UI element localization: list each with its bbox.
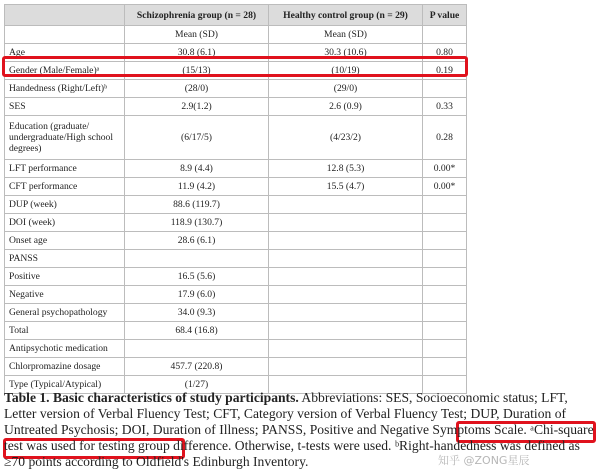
- header-schizophrenia: Schizophrenia group (n = 28): [125, 5, 269, 26]
- row-label: Age: [5, 44, 125, 62]
- row-label: Total: [5, 322, 125, 340]
- table-row: [5, 116, 467, 160]
- row-hc: [269, 304, 423, 322]
- row-label: Chlorpromazine dosage: [5, 358, 125, 376]
- table-row: [5, 340, 467, 358]
- row-p: [423, 286, 467, 304]
- row-sz: 88.6 (119.7): [125, 196, 269, 214]
- table-row: [5, 250, 467, 268]
- row-hc: [269, 268, 423, 286]
- row-sz: [125, 250, 269, 268]
- row-hc: [269, 232, 423, 250]
- row-hc: (4/23/2): [269, 116, 423, 160]
- row-sz: (15/13): [125, 62, 269, 80]
- caption-title: Table 1. Basic characteristics of study participants.: [4, 390, 299, 405]
- table-row: [5, 98, 467, 116]
- row-p: [423, 196, 467, 214]
- row-label: DUP (week): [5, 196, 125, 214]
- table-header-row: [5, 5, 467, 26]
- table-row: [5, 160, 467, 178]
- row-hc: [269, 250, 423, 268]
- header-col0: [5, 5, 125, 26]
- table-subheader-row: [5, 26, 467, 44]
- row-hc: (10/19): [269, 62, 423, 80]
- row-hc: [269, 214, 423, 232]
- row-label: Handedness (Right/Left)ᵇ: [5, 80, 125, 98]
- row-sz: (28/0): [125, 80, 269, 98]
- watermark: 知乎 @ZONG星辰: [438, 454, 530, 467]
- row-sz: 16.5 (5.6): [125, 268, 269, 286]
- row-hc: 15.5 (4.7): [269, 178, 423, 196]
- row-hc: [269, 358, 423, 376]
- row-p: [423, 214, 467, 232]
- row-label: Type (Typical/Atypical): [5, 376, 125, 394]
- row-label: DOI (week): [5, 214, 125, 232]
- row-sz: 11.9 (4.2): [125, 178, 269, 196]
- caption-footnote: Otherwise, t-tests were used. ᵇRight-handedness was defined as ≥70 points according to Oldfield's Edinburgh Inventory.: [4, 438, 580, 469]
- caption-chi-square: ᵃChi-square test was: [4, 422, 594, 453]
- row-p: [423, 250, 467, 268]
- table-row: [5, 178, 467, 196]
- caption-group-difference: used for testing group difference.: [50, 438, 232, 453]
- header-p-value: P value: [423, 5, 467, 26]
- table-row: [5, 304, 467, 322]
- table-row: [5, 232, 467, 250]
- row-sz: 118.9 (130.7): [125, 214, 269, 232]
- table-row: [5, 286, 467, 304]
- row-sz: 8.9 (4.4): [125, 160, 269, 178]
- row-label: SES: [5, 98, 125, 116]
- row-label: Antipsychotic medication: [5, 340, 125, 358]
- row-p: 0.19: [423, 62, 467, 80]
- row-sz: (6/17/5): [125, 116, 269, 160]
- row-sz: 34.0 (9.3): [125, 304, 269, 322]
- row-hc: 30.3 (10.6): [269, 44, 423, 62]
- header-healthy-control: Healthy control group (n = 29): [269, 5, 423, 26]
- row-sz: 17.9 (6.0): [125, 286, 269, 304]
- table-row: [5, 196, 467, 214]
- row-p: 0.28: [423, 116, 467, 160]
- row-p: 0.80: [423, 44, 467, 62]
- row-sz: 68.4 (16.8): [125, 322, 269, 340]
- row-sz: 28.6 (6.1): [125, 232, 269, 250]
- row-label: PANSS: [5, 250, 125, 268]
- row-p: 0.33: [423, 98, 467, 116]
- row-label: General psychopathology: [5, 304, 125, 322]
- table-row: [5, 80, 467, 98]
- row-hc: [269, 286, 423, 304]
- table-row: [5, 268, 467, 286]
- row-p: [423, 80, 467, 98]
- table-row: [5, 358, 467, 376]
- row-p: [423, 340, 467, 358]
- row-p: [423, 322, 467, 340]
- row-label: Onset age: [5, 232, 125, 250]
- row-p: 0.00*: [423, 160, 467, 178]
- table-row: [5, 322, 467, 340]
- row-label: Gender (Male/Female)ᵃ: [5, 62, 125, 80]
- row-label: CFT performance: [5, 178, 125, 196]
- row-sz: 2.9(1.2): [125, 98, 269, 116]
- row-sz: 30.8 (6.1): [125, 44, 269, 62]
- row-sz: [125, 340, 269, 358]
- row-p: [423, 304, 467, 322]
- row-hc: [269, 340, 423, 358]
- row-p: 0.00*: [423, 178, 467, 196]
- subheader-sz: Mean (SD): [125, 26, 269, 44]
- row-p: [423, 232, 467, 250]
- row-hc: 2.6 (0.9): [269, 98, 423, 116]
- row-hc: [269, 322, 423, 340]
- row-label: Positive: [5, 268, 125, 286]
- row-sz: 457.7 (220.8): [125, 358, 269, 376]
- row-label: LFT performance: [5, 160, 125, 178]
- row-label: Education (graduate/ undergraduate/High school degrees): [5, 116, 125, 160]
- row-p: [423, 358, 467, 376]
- caption-abbreviations: Abbreviations: SES, Socioeconomic status; LFT, Letter version of Verbal Fluency Test; CFT, Category version of Verbal Fluency Test; DUP, Duration of Untreated Psychosis; DOI, Duration of Illness; PANSS, Positive and Negative Symptoms Scale.: [4, 390, 568, 437]
- row-p: [423, 268, 467, 286]
- subheader-hc: Mean (SD): [269, 26, 423, 44]
- row-hc: (29/0): [269, 80, 423, 98]
- row-sz: (1/27): [125, 376, 269, 394]
- row-hc: 12.8 (5.3): [269, 160, 423, 178]
- row-hc: [269, 196, 423, 214]
- table-row: [5, 214, 467, 232]
- row-label: Negative: [5, 286, 125, 304]
- gender-row-highlight: [2, 56, 468, 77]
